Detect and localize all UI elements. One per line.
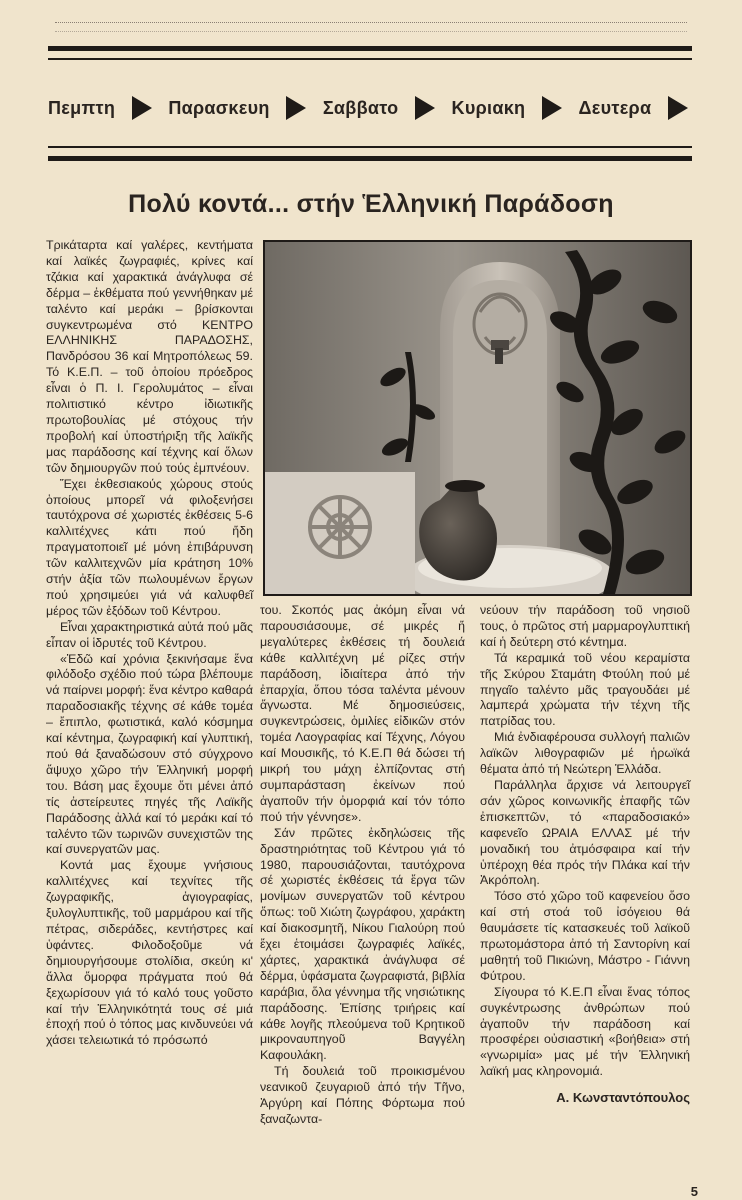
arrow-right-icon: [542, 96, 562, 120]
weekday-strip: [48, 92, 692, 124]
paragraph: Κοντά μας ἔχουμε γνήσιους καλλιτέχνες καί τεχνίτες τῆς ζωγραφικῆς, ἁγιογραφίας, ξυλογλυπτικῆς, τοῦ μαρμάρου καί τῆς πέτρας, σιδεράδες, κεντήστρες καί ὑφάντες. Φιλοδοξοῦμε νά δημιουργήσουμε στολίδια, σκεύη κι' ἄλλα ὄμορφα πράγματα πού θά ξεχωρίσουν γιά τό καλό τους γοῦστο καί τήν Ἑλληνικότητά τους σέ μιά ἐποχή πού ὁ τόπος μας κινδυνεύει νά χάσει τελειωτικά τό πρόσωπό: [46, 858, 253, 1048]
paragraph: Σίγουρα τό Κ.Ε.Π εἶναι ἕνας τόπος συγκέντρωσης ἀνθρώπων πού ἀγαποῦν τήν παράδοση καί προσφέρει οὐσιαστική «βοήθεια» στή «γνωριμία» μας μέ τήν Ἑλληνική λαϊκή μας κληρονομιά.: [480, 984, 690, 1079]
paragraph: Τά κεραμικά τοῦ νέου κεραμίστα τῆς Σκύρου Σταμάτη Φτούλη πού μέ πηγαῖο ταλέντο μᾶς τραγουδάει μέ λαμπερά χρώματα τήν τέχνη τῆς πατρίδας του.: [480, 650, 690, 729]
paragraph: Τόσο στό χῶρο τοῦ καφενείου ὅσο καί στή στοά τοῦ ἰσόγειου θά θαυμάσετε τίς κατασκευές τοῦ λαϊκοῦ πρωτομάστορα ἀπό τή Σαντορίνη καί μαθητή τοῦ Πικιώνη, Μάστρο - Γιάννη Φύτρου.: [480, 889, 690, 983]
article-column-1: [46, 238, 253, 1049]
paragraph: Εἶναι χαρακτηριστικά αὐτά πού μᾶς εἶπαν οἱ ἱδρυτές τοῦ Κέντρου.: [46, 619, 253, 650]
arrow-right-icon: [286, 96, 306, 120]
paragraph: Τή δουλειά τοῦ προικισμένου νεανικοῦ ζευγαριοῦ ἀπό τήν Τῆνο, Ἀργύρη καί Πόπης Φόρτωμα πού ξαναζωντα-: [260, 1064, 465, 1126]
day-thursday: Πεμπτη: [48, 97, 116, 118]
day-monday: Δευτερα: [578, 97, 652, 118]
arrow-right-icon: [132, 96, 152, 120]
top-dotted-border: [55, 22, 687, 32]
day-saturday: Σαββατο: [322, 97, 399, 118]
page-number: 5: [690, 1184, 698, 1199]
mid-rule-thin: [48, 146, 692, 148]
article-column-2: [260, 603, 465, 1128]
fountain-photo-illustration: [265, 242, 690, 594]
article-column-3: [480, 603, 690, 1106]
day-sunday: Κυριακη: [451, 97, 526, 118]
paragraph: Μιά ἐνδιαφέρουσα συλλογή παλιῶν λαϊκῶν λιθογραφιῶν μέ ἡρωϊκά θέματα ἀπό τή Νεώτερη Ἑλλάδα.: [480, 730, 690, 777]
article-author: Α. Κωνσταντόπουλος: [556, 1090, 690, 1106]
top-rule-thick: [48, 46, 692, 51]
arrow-right-icon: [415, 96, 435, 120]
arrow-right-icon: [668, 96, 688, 120]
paragraph: νεύουν τήν παράδοση τοῦ νησιοῦ τους, ὁ πρῶτος στή μαρμαρογλυπτική καί ἡ δεύτερη στό κέντημα.: [480, 603, 690, 649]
mid-rule-thick: [48, 156, 692, 161]
top-rule-thin: [48, 58, 692, 60]
article-photo: [263, 240, 692, 596]
paragraph: Παράλληλα ἄρχισε νά λειτουργεῖ σάν χῶρος κοινωνικῆς ἐπαφῆς τῶν ἐπισκεπτῶν, τό «παραδοσιακό» καφενεῖο ΩΡΑΙΑ ΕΛΛΑΣ μέ τήν μοναδική του ἀτμόσφαιρα καί τήν ὑπέροχη θέα πρός τήν Πλάκα καί τήν Ἀκρόπολη.: [480, 777, 690, 888]
paragraph: Σάν πρῶτες ἐκδηλώσεις τῆς δραστηριότητας τοῦ Κέντρου γιά τό 1980, παρουσιάζονται, ταυτόχρονα σέ χωριστές ἐκθέσεις τά ἔργα τῶν μονίμων συνεργατῶν τοῦ κέντρου ὅπως: τοῦ Χιώτη ζωγράφου, χαράκτη καί διακοσμητῆ, Νίκου Γιαλούρη πού ἔχει ἑτοιμάσει ζωγραφιές λαϊκές, χάρτες, χαρακτικά ἀνάγλυφα σέ δέρμα, ὑφάσματα ζωγραφιστά, βιβλία καράβια, ὅλα γέννημα τῆς νησιώτικης παράδοσης. Ἐπίσης τριήρεις καί κάθε λογῆς πλεούμενα τοῦ Κρητικοῦ μικροναυπηγοῦ Βαγγέλη Καφουλάκη.: [260, 825, 465, 1063]
article-headline: Πολύ κοντά... στήν Ἑλληνική Παράδοση: [128, 190, 614, 218]
paragraph: του. Σκοπός μας ἀκόμη εἶναι νά παρουσιάσουμε, σέ μικρές ἤ μεγαλύτερες ἐκθέσεις τή δουλειά κάθε καλλιτέχνη μέ ρίζες στήν παράδοση, ἰδιαίτερα ἀπό τήν ἐπαρχία, ὅπου τόσα ταλέντα μένουν ἄγνωστα. Μέ δημοσιεύσεις, συγκεντρώσεις, ὁμιλίες εἰδικῶν στόν τομέα Λαογραφίας καί Τέχνης, Λόγου καί Μουσικῆς, τό Κ.Ε.Π θά δώσει τή μικρή του μάχη ἐλπίζοντας στή συμπαράσταση ἐκείνων πού ἀγαποῦν τήν ὀμορφιά καί τόν τόπο πού τήν γέννησε».: [260, 603, 465, 824]
paragraph: «Ἐδῶ καί χρόνια ξεκινήσαμε ἕνα φιλόδοξο σχέδιο πού τώρα βλέπουμε νά παίρνει μορφή: ἕνα κέντρο καθαρά παραδοσιακῆς τέχνης σέ κάθε τομέα – ἔπιπλο, φωτιστικά, καλό κόσμημα καί κέντημα, ζωγραφική καί γλυπτική, πού θά ξαναδώσουν στό σύγχρονο ἄψυχο χῶρο τήν Ἑλληνική μορφή του. Βάση μας ἔχουμε ὅτι μένει ἀπό τίς ἀστείρευτες πηγές τῆς Λαϊκῆς Παράδοσης ἀλλά καί τό μεράκι καί τό ταλέντο τῶν τωρινῶν συνεχιστῶν της καί συνεργατῶν μας.: [46, 651, 253, 857]
day-friday: Παρασκευη: [168, 97, 270, 118]
paragraph: Τρικάταρτα καί γαλέρες, κεντήματα καί λαϊκές ζωγραφιές, κρίνες καί τζάκια καί χαρακτικά ἀνάγλυφα σέ δέρμα – ἐκθέματα πού γεννήθηκαν μέ ταλέντο καί μεράκι – βρίσκονται συγκεντρωμένα στό ΚΕΝΤΡΟ ΕΛΛΗΝΙΚΗΣ ΠΑΡΑΔΟΣΗΣ, Πανδρόσου 36 καί Μητροπόλεως 59. Τό Κ.Ε.Π. – τοῦ ὁποίου πρόεδρος εἶναι ὁ Π. Ι. Γερολυμάτος – εἶναι πολιτιστικό κέντρο ἰδιωτικῆς πρωτοβουλίας μέ στόχους τήν προβολή καί ὑποστήριξη τῆς λαϊκῆς μας παράδοσης καί τέχνης καί ὅλων τῶν δημιουργῶν πού τούς ἐμπνέουν.: [46, 238, 253, 475]
paragraph: Ἔχει ἐκθεσιακούς χώρους στούς ὁποίους μπορεῖ νά φιλοξενήσει ταυτόχρονα σέ χωριστές ἐκθέσεις 5-6 καλλιτέχνες κάτι πού ἤδη πραγματοποιεῖ μέ μόνη ἐπιβάρυνση τῶν καλλιτεχνῶν μία κράτηση 10% στήν ἀξία τῶν πωλουμένων ἔργων πού χρησιμεύει γιά νά καλυφθεῖ μέρος τῶν ἐξόδων τοῦ Κέντρου.: [46, 476, 253, 618]
